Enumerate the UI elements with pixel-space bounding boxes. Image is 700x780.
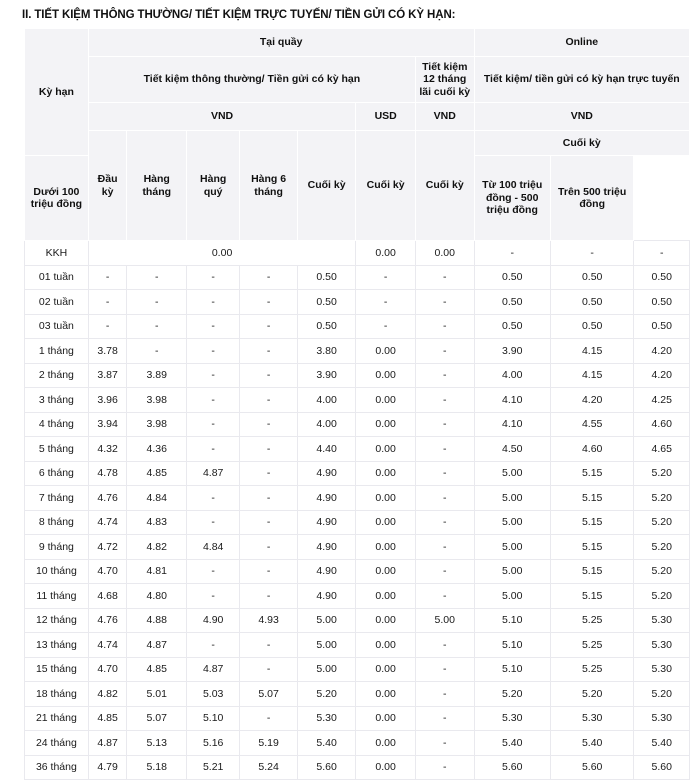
- cell-v3: -: [187, 412, 240, 437]
- cell-v4: 4.93: [240, 608, 298, 633]
- cell-usd: 0.00: [356, 559, 416, 584]
- cell-v3: 4.90: [187, 608, 240, 633]
- cell-v4: -: [240, 363, 298, 388]
- header-col-cuoi-ky-12month: Cuối kỳ: [415, 131, 474, 241]
- cell-vnd12: -: [415, 314, 474, 339]
- cell-vnd12: -: [415, 535, 474, 560]
- cell-v1: 4.76: [88, 486, 127, 511]
- cell-v3: -: [187, 559, 240, 584]
- header-group-online: Online: [474, 29, 689, 57]
- cell-v1: 3.96: [88, 388, 127, 413]
- cell-v1: 4.74: [88, 510, 127, 535]
- cell-usd: 0.00: [356, 241, 416, 266]
- cell-v3: -: [187, 265, 240, 290]
- header-col-online-100-500: Từ 100 triệu đồng - 500 triệu đồng: [474, 156, 550, 241]
- header-product-online: Tiết kiệm/ tiền gửi có kỳ hạn trực tuyến: [474, 57, 689, 103]
- cell-v4: -: [240, 535, 298, 560]
- header-col-online-duoi-100: Dưới 100 triệu đồng: [25, 156, 89, 241]
- cell-usd: 0.00: [356, 363, 416, 388]
- cell-o1: 3.90: [474, 339, 550, 364]
- header-col-online-tren-500: Trên 500 triệu đồng: [550, 156, 634, 241]
- cell-v3: -: [187, 339, 240, 364]
- cell-v4: -: [240, 461, 298, 486]
- table-row: [25, 486, 690, 511]
- cell-vnd12: -: [415, 682, 474, 707]
- cell-v3: -: [187, 584, 240, 609]
- cell-v4: -: [240, 559, 298, 584]
- cell-v2: -: [127, 290, 187, 315]
- header-currency-vnd-online: VND: [474, 103, 689, 131]
- header-row-group: [25, 29, 690, 57]
- cell-term: 5 tháng: [25, 437, 89, 462]
- cell-v4: -: [240, 412, 298, 437]
- cell-v3: -: [187, 486, 240, 511]
- cell-o3: 5.30: [634, 706, 690, 731]
- cell-term: KKH: [25, 241, 89, 266]
- cell-vnd12: -: [415, 755, 474, 780]
- cell-vnd12: -: [415, 584, 474, 609]
- cell-term: 11 tháng: [25, 584, 89, 609]
- cell-v1: 4.72: [88, 535, 127, 560]
- cell-v1: -: [88, 290, 127, 315]
- cell-v5: 5.00: [297, 608, 356, 633]
- cell-v2: 4.87: [127, 633, 187, 658]
- header-currency-usd: USD: [356, 103, 416, 131]
- cell-o2: 5.15: [550, 535, 634, 560]
- table-row: [25, 657, 690, 682]
- cell-o2: 4.60: [550, 437, 634, 462]
- table-row: [25, 437, 690, 462]
- cell-o1: 5.00: [474, 559, 550, 584]
- cell-v3: 5.16: [187, 731, 240, 756]
- cell-usd: -: [356, 265, 416, 290]
- cell-o2: 0.50: [550, 290, 634, 315]
- interest-rate-table: [24, 28, 690, 780]
- cell-v1: 4.32: [88, 437, 127, 462]
- cell-v3: -: [187, 388, 240, 413]
- cell-v5: 3.90: [297, 363, 356, 388]
- cell-o1: 4.10: [474, 412, 550, 437]
- cell-o1: 5.10: [474, 608, 550, 633]
- cell-v1: -: [88, 265, 127, 290]
- cell-v3: 4.87: [187, 461, 240, 486]
- cell-v2: 3.98: [127, 388, 187, 413]
- cell-usd: 0.00: [356, 388, 416, 413]
- cell-o3: 5.20: [634, 535, 690, 560]
- cell-vnd12: 0.00: [415, 241, 474, 266]
- cell-v3: -: [187, 510, 240, 535]
- cell-v1: 3.87: [88, 363, 127, 388]
- cell-usd: -: [356, 314, 416, 339]
- cell-o1: 4.10: [474, 388, 550, 413]
- cell-v1: -: [88, 314, 127, 339]
- cell-v4: -: [240, 388, 298, 413]
- cell-v4: -: [240, 584, 298, 609]
- cell-usd: 0.00: [356, 339, 416, 364]
- table-row: [25, 633, 690, 658]
- header-product-12month: Tiết kiệm 12 tháng lãi cuối kỳ: [415, 57, 474, 103]
- cell-v4: -: [240, 437, 298, 462]
- page-title: II. TIẾT KIỆM THÔNG THƯỜNG/ TIẾT KIỆM TRỰC TUYẾN/ TIỀN GỬI CÓ KỲ HẠN:: [22, 9, 456, 21]
- cell-o2: 0.50: [550, 314, 634, 339]
- cell-usd: 0.00: [356, 731, 416, 756]
- cell-v5: 4.90: [297, 486, 356, 511]
- cell-usd: 0.00: [356, 608, 416, 633]
- table-body: [25, 241, 690, 780]
- cell-o1: 5.10: [474, 657, 550, 682]
- header-col-cuoi-ky-usd: Cuối kỳ: [356, 131, 416, 241]
- cell-term: 4 tháng: [25, 412, 89, 437]
- cell-usd: 0.00: [356, 486, 416, 511]
- cell-o3: 5.20: [634, 486, 690, 511]
- cell-o1: 5.00: [474, 535, 550, 560]
- table-row: [25, 388, 690, 413]
- cell-o3: 4.20: [634, 363, 690, 388]
- cell-v2: 4.85: [127, 657, 187, 682]
- cell-v2: 4.36: [127, 437, 187, 462]
- cell-o3: 5.20: [634, 584, 690, 609]
- cell-vnd12: -: [415, 657, 474, 682]
- cell-v2: 4.81: [127, 559, 187, 584]
- table-row: [25, 241, 690, 266]
- cell-v1: 4.82: [88, 682, 127, 707]
- table-row: [25, 412, 690, 437]
- cell-v5: 0.50: [297, 290, 356, 315]
- cell-term: 12 tháng: [25, 608, 89, 633]
- cell-usd: 0.00: [356, 437, 416, 462]
- cell-usd: 0.00: [356, 755, 416, 780]
- header-col-hang-6-thang: Hàng 6 tháng: [240, 131, 298, 241]
- cell-v2: -: [127, 339, 187, 364]
- cell-v2: -: [127, 314, 187, 339]
- cell-v5: 4.90: [297, 584, 356, 609]
- cell-v1: 3.78: [88, 339, 127, 364]
- cell-v2: 5.13: [127, 731, 187, 756]
- cell-v4: 5.07: [240, 682, 298, 707]
- cell-usd: 0.00: [356, 633, 416, 658]
- cell-v2: 4.83: [127, 510, 187, 535]
- cell-v2: 4.84: [127, 486, 187, 511]
- header-group-counter: Tại quầy: [88, 29, 474, 57]
- cell-v4: -: [240, 510, 298, 535]
- cell-usd: -: [356, 290, 416, 315]
- cell-v5: 5.00: [297, 633, 356, 658]
- cell-vnd12: -: [415, 363, 474, 388]
- cell-v2: 4.88: [127, 608, 187, 633]
- header-online-period-cuoi-ky: Cuối kỳ: [474, 131, 689, 156]
- cell-v5: 4.00: [297, 388, 356, 413]
- cell-o3: 5.60: [634, 755, 690, 780]
- cell-o2: 5.15: [550, 510, 634, 535]
- cell-v3: -: [187, 437, 240, 462]
- cell-term: 3 tháng: [25, 388, 89, 413]
- cell-v5: 4.90: [297, 559, 356, 584]
- cell-vnd12: -: [415, 412, 474, 437]
- cell-v4: -: [240, 486, 298, 511]
- cell-term: 8 tháng: [25, 510, 89, 535]
- table-row: [25, 731, 690, 756]
- header-col-dau-ky: Đầu kỳ: [88, 131, 127, 241]
- cell-v1: 4.68: [88, 584, 127, 609]
- cell-term: 36 tháng: [25, 755, 89, 780]
- cell-term: 10 tháng: [25, 559, 89, 584]
- header-row-online-period: [25, 131, 690, 156]
- cell-vnd12: -: [415, 265, 474, 290]
- cell-v1: 4.76: [88, 608, 127, 633]
- cell-o2: 5.15: [550, 584, 634, 609]
- cell-o3: 5.20: [634, 559, 690, 584]
- table-row: [25, 461, 690, 486]
- cell-v4: -: [240, 290, 298, 315]
- cell-v5: 5.00: [297, 657, 356, 682]
- cell-o2: -: [550, 241, 634, 266]
- cell-v5: 4.90: [297, 461, 356, 486]
- cell-v2: -: [127, 265, 187, 290]
- cell-usd: 0.00: [356, 412, 416, 437]
- cell-o1: 0.50: [474, 265, 550, 290]
- table-row: [25, 265, 690, 290]
- cell-o1: 5.60: [474, 755, 550, 780]
- cell-o3: 5.30: [634, 657, 690, 682]
- cell-v1: 4.74: [88, 633, 127, 658]
- cell-o2: 5.25: [550, 608, 634, 633]
- cell-term: 2 tháng: [25, 363, 89, 388]
- cell-v3: 5.10: [187, 706, 240, 731]
- cell-o3: 0.50: [634, 314, 690, 339]
- cell-o3: 0.50: [634, 290, 690, 315]
- cell-vnd12: -: [415, 731, 474, 756]
- cell-o3: -: [634, 241, 690, 266]
- cell-o2: 5.25: [550, 633, 634, 658]
- cell-v1: 4.70: [88, 559, 127, 584]
- cell-vnd12: -: [415, 559, 474, 584]
- cell-o3: 4.25: [634, 388, 690, 413]
- cell-v3: -: [187, 363, 240, 388]
- cell-v4: -: [240, 657, 298, 682]
- cell-term: 15 tháng: [25, 657, 89, 682]
- cell-vnd12: -: [415, 339, 474, 364]
- table-row: [25, 584, 690, 609]
- cell-vnd12: -: [415, 290, 474, 315]
- cell-o1: 4.00: [474, 363, 550, 388]
- cell-o2: 0.50: [550, 265, 634, 290]
- cell-v3: -: [187, 290, 240, 315]
- cell-v3: 4.87: [187, 657, 240, 682]
- cell-o1: 4.50: [474, 437, 550, 462]
- cell-v4: -: [240, 314, 298, 339]
- cell-o2: 5.30: [550, 706, 634, 731]
- cell-v2: 4.82: [127, 535, 187, 560]
- cell-o1: 5.00: [474, 486, 550, 511]
- cell-o3: 5.40: [634, 731, 690, 756]
- cell-o2: 4.15: [550, 363, 634, 388]
- cell-o2: 5.60: [550, 755, 634, 780]
- cell-v4: -: [240, 706, 298, 731]
- header-row-product: [25, 57, 690, 103]
- table-row: [25, 608, 690, 633]
- cell-term: 1 tháng: [25, 339, 89, 364]
- cell-o2: 5.15: [550, 486, 634, 511]
- cell-o1: 0.50: [474, 314, 550, 339]
- cell-v5: 0.50: [297, 265, 356, 290]
- cell-v1: 4.70: [88, 657, 127, 682]
- cell-o1: 5.20: [474, 682, 550, 707]
- cell-usd: 0.00: [356, 510, 416, 535]
- cell-v2: 4.80: [127, 584, 187, 609]
- cell-o1: -: [474, 241, 550, 266]
- cell-term: 21 tháng: [25, 706, 89, 731]
- cell-v5: 5.30: [297, 706, 356, 731]
- cell-v1: 3.94: [88, 412, 127, 437]
- cell-v5: 4.90: [297, 510, 356, 535]
- cell-usd: 0.00: [356, 584, 416, 609]
- table-row: [25, 706, 690, 731]
- table-header: [25, 29, 690, 241]
- cell-v1: 4.87: [88, 731, 127, 756]
- cell-v1: 4.78: [88, 461, 127, 486]
- cell-o1: 0.50: [474, 290, 550, 315]
- cell-usd: 0.00: [356, 706, 416, 731]
- cell-o2: 4.55: [550, 412, 634, 437]
- cell-term: 13 tháng: [25, 633, 89, 658]
- cell-o3: 5.20: [634, 461, 690, 486]
- cell-v1: 4.79: [88, 755, 127, 780]
- table-row: [25, 363, 690, 388]
- cell-v2: 5.01: [127, 682, 187, 707]
- cell-v5: 4.00: [297, 412, 356, 437]
- cell-term: 6 tháng: [25, 461, 89, 486]
- cell-o2: 5.40: [550, 731, 634, 756]
- header-col-hang-thang: Hàng tháng: [127, 131, 187, 241]
- table-row: [25, 314, 690, 339]
- header-col-cuoi-ky-vnd: Cuối kỳ: [297, 131, 356, 241]
- cell-vnd12: -: [415, 437, 474, 462]
- table-row: [25, 535, 690, 560]
- cell-v5: 5.60: [297, 755, 356, 780]
- cell-vnd12: -: [415, 510, 474, 535]
- cell-o1: 5.10: [474, 633, 550, 658]
- cell-term: 01 tuần: [25, 265, 89, 290]
- table-row: [25, 339, 690, 364]
- table-row: [25, 755, 690, 780]
- cell-v4: -: [240, 339, 298, 364]
- cell-v5: 4.90: [297, 535, 356, 560]
- cell-v4: 5.19: [240, 731, 298, 756]
- cell-v2: 5.18: [127, 755, 187, 780]
- cell-v2: 3.98: [127, 412, 187, 437]
- cell-v2: 3.89: [127, 363, 187, 388]
- cell-term: 18 tháng: [25, 682, 89, 707]
- header-term-column: Kỳ hạn: [25, 29, 89, 156]
- cell-o2: 4.20: [550, 388, 634, 413]
- cell-o2: 5.15: [550, 461, 634, 486]
- cell-o1: 5.00: [474, 584, 550, 609]
- cell-o3: 5.20: [634, 682, 690, 707]
- header-product-counter-standard: Tiết kiệm thông thường/ Tiền gửi có kỳ hạn: [88, 57, 415, 103]
- cell-o3: 4.65: [634, 437, 690, 462]
- cell-vnd12: -: [415, 633, 474, 658]
- cell-v5: 5.20: [297, 682, 356, 707]
- cell-vnd12: -: [415, 486, 474, 511]
- header-currency-vnd-counter: VND: [88, 103, 356, 131]
- cell-term: 24 tháng: [25, 731, 89, 756]
- cell-v5: 4.40: [297, 437, 356, 462]
- table-row: [25, 682, 690, 707]
- cell-v2: 4.85: [127, 461, 187, 486]
- cell-v1: 4.85: [88, 706, 127, 731]
- cell-o1: 5.00: [474, 510, 550, 535]
- cell-v2: 5.07: [127, 706, 187, 731]
- cell-v5: 0.50: [297, 314, 356, 339]
- cell-v3: 5.03: [187, 682, 240, 707]
- cell-term: 7 tháng: [25, 486, 89, 511]
- table-row: [25, 510, 690, 535]
- cell-usd: 0.00: [356, 657, 416, 682]
- cell-v3: 5.21: [187, 755, 240, 780]
- cell-v5: 5.40: [297, 731, 356, 756]
- cell-o3: 4.20: [634, 339, 690, 364]
- cell-v3: -: [187, 633, 240, 658]
- cell-term: 02 tuần: [25, 290, 89, 315]
- cell-o2: 5.25: [550, 657, 634, 682]
- cell-usd: 0.00: [356, 682, 416, 707]
- cell-o1: 5.00: [474, 461, 550, 486]
- cell-v4: 5.24: [240, 755, 298, 780]
- cell-v3: -: [187, 314, 240, 339]
- table-row: [25, 290, 690, 315]
- header-currency-vnd-12month: VND: [415, 103, 474, 131]
- cell-usd: 0.00: [356, 535, 416, 560]
- cell-usd: 0.00: [356, 461, 416, 486]
- cell-o3: 5.20: [634, 510, 690, 535]
- cell-o3: 4.60: [634, 412, 690, 437]
- cell-vnd12: 5.00: [415, 608, 474, 633]
- cell-vnd12: -: [415, 706, 474, 731]
- cell-o3: 5.30: [634, 608, 690, 633]
- cell-o2: 4.15: [550, 339, 634, 364]
- cell-v4: -: [240, 633, 298, 658]
- table-row: [25, 559, 690, 584]
- cell-v5: 3.80: [297, 339, 356, 364]
- cell-term: 9 tháng: [25, 535, 89, 560]
- cell-o1: 5.40: [474, 731, 550, 756]
- header-row-currency: [25, 103, 690, 131]
- cell-vnd12: -: [415, 388, 474, 413]
- cell-o3: 5.30: [634, 633, 690, 658]
- cell-o1: 5.30: [474, 706, 550, 731]
- cell-merged_vnd: 0.00: [88, 241, 356, 266]
- cell-term: 03 tuần: [25, 314, 89, 339]
- cell-vnd12: -: [415, 461, 474, 486]
- header-col-hang-quy: Hàng quý: [187, 131, 240, 241]
- cell-v4: -: [240, 265, 298, 290]
- cell-o3: 0.50: [634, 265, 690, 290]
- cell-o2: 5.20: [550, 682, 634, 707]
- cell-o2: 5.15: [550, 559, 634, 584]
- cell-v3: 4.84: [187, 535, 240, 560]
